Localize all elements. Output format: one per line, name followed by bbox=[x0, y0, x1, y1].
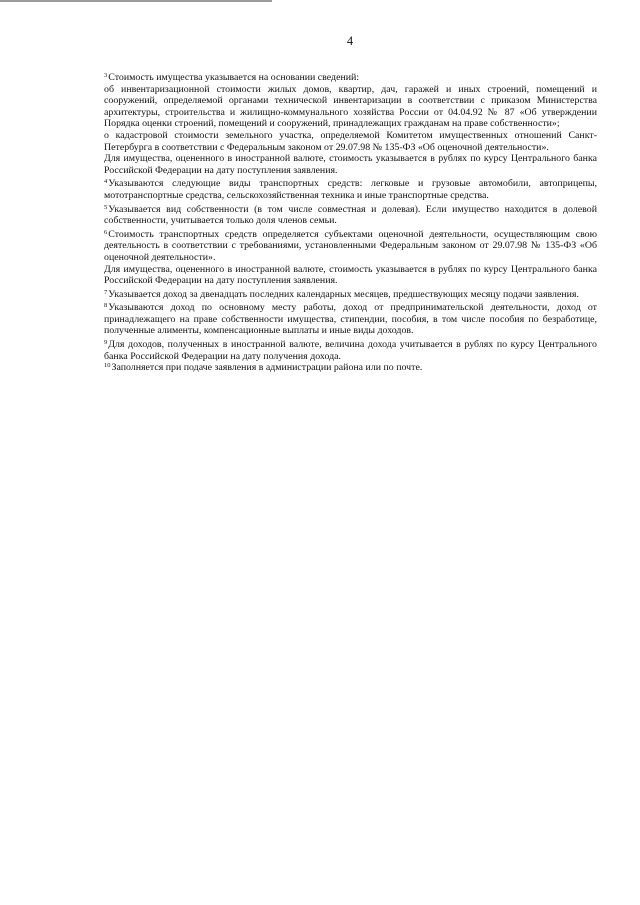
footnote-text: о кадастровой стоимости земельного участка, определяемой Комитетом имущественных отношений Санкт-Петербурга в соответствии с Федеральным законом от 29.07.98 № 135-ФЗ «Об оценочной деятельности». bbox=[104, 129, 597, 153]
footnote-3-paragraph bbox=[104, 130, 597, 153]
footnote-10 bbox=[104, 362, 597, 374]
footnote-text: Указывается вид собственности (в том числе совместная и долевая). Если имущество находится в долевой собственности, учитывается только доля членов семьи. bbox=[104, 203, 597, 227]
footnote-marker: 5 bbox=[104, 203, 108, 211]
page-number: 4 bbox=[346, 34, 354, 48]
footnote-text: Стоимость транспортных средств определяется субъектами оценочной деятельности, осуществляющим свою деятельность в соответствии с требованиями, установленными Федеральным законом от 29.07.98 № 135-ФЗ «Об оценочной деятельности». bbox=[104, 228, 597, 263]
footnote-marker: 6 bbox=[104, 228, 108, 236]
footnote-3 bbox=[104, 72, 597, 84]
footnote-text: Заполняется при подаче заявления в администрации района или по почте. bbox=[111, 362, 423, 374]
footnote-9 bbox=[104, 339, 597, 362]
footnote-5 bbox=[104, 204, 597, 227]
top-border-line bbox=[0, 0, 272, 2]
footnote-text: об инвентаризационной стоимости жилых домов, квартир, дач, гаражей и иных строений, помещений и сооружений, определяемой органами технической инвентаризации в соответствии с приказом Министерства архитектуры, строительства и жилищно-коммунального хозяйства России от 04.04.92 № 87 «Об утверждении Порядка оценки строений, помещений и сооружений, принадлежащих гражданам на праве собственности»; bbox=[104, 83, 597, 130]
footnote-text: Указываются следующие виды транспортных средств: легковые и грузовые автомобили, автоприцепы, мототранспортные средства, сельскохозяйственная техника и иные транспортные средства. bbox=[104, 178, 597, 201]
footnote-8 bbox=[104, 302, 597, 337]
footnote-text: Стоимость имущества указывается на основании сведений: bbox=[108, 72, 360, 83]
footnote-7 bbox=[104, 289, 597, 301]
footnote-text: Указывается доход за двенадцать последних календарных месяцев, предшествующих месяцу подачи заявления. bbox=[108, 288, 579, 300]
footnote-text: Для имущества, оцененного в иностранной валюте, стоимость указывается в рублях по курсу Центрального банка Российской Федерации на дату поступления заявления. bbox=[104, 153, 597, 176]
footnote-4 bbox=[104, 178, 597, 201]
footnote-marker: 9 bbox=[104, 339, 108, 347]
footnote-marker: 8 bbox=[104, 302, 108, 310]
footnote-6 bbox=[104, 229, 597, 264]
footnote-marker: 7 bbox=[104, 288, 108, 296]
footnote-text: Для имущества, оцененного в иностранной валюте, стоимость указывается в рублях по курсу Центрального банка Российской Федерации на дату поступления заявления. bbox=[104, 263, 597, 287]
footnote-6-paragraph bbox=[104, 264, 597, 287]
footnote-marker: 4 bbox=[104, 178, 108, 186]
footnote-marker: 3 bbox=[104, 72, 108, 79]
footnote-3-paragraph bbox=[104, 84, 597, 130]
footnote-text: Указываются доход по основному месту работы, доход от предпринимательской деятельности, доход от принадлежащего на праве собственности имущества, стипендии, пособия, в том числе пособия по безработице, полученные алименты, компенсационные выплаты и иные виды доходов. bbox=[104, 302, 597, 337]
footnotes-block bbox=[104, 72, 597, 374]
footnote-marker: 10 bbox=[104, 362, 111, 370]
footnote-text: Для доходов, полученных в иностранной валюте, величина дохода учитывается в рублях по курсу Центрального банка Российской Федерации на дату получения дохода. bbox=[104, 339, 597, 362]
footnote-3-paragraph bbox=[104, 153, 597, 176]
